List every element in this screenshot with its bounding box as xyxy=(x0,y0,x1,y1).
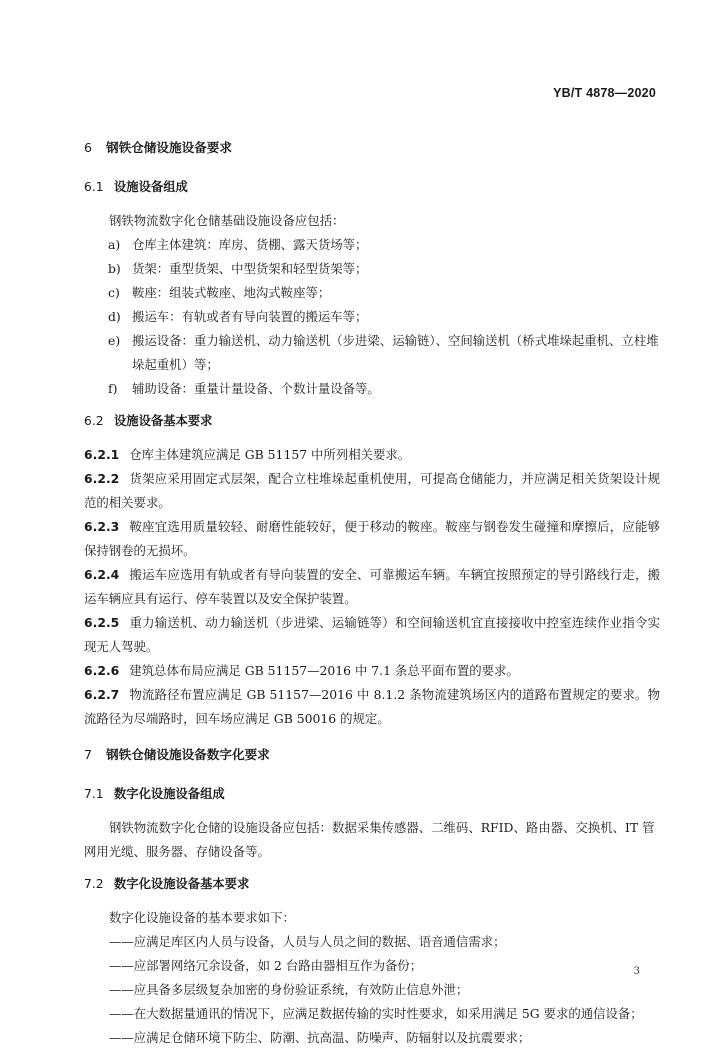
list-item: e) 搬运设备：重力输送机、动力输送机（步进梁、运输链）、空间输送机（桥式堆垛起重机、立柱堆垛起重机）等； xyxy=(108,333,659,372)
clause: 6.2.5 重力输送机、动力输送机（步进梁、运输链等）和空间输送机宜直接接收中控室连续作业指令实现无人驾驶。 xyxy=(84,615,660,654)
clause: 6.2.7 物流路径布置应满足 GB 51157—2016 中 8.1.2 条物流建筑场区内的道路布置规定的要求。物流路径为尽端路时，回车场应满足 GB 50016 的规定。 xyxy=(84,687,660,726)
section-7-2-intro: 数字化设施设备的基本要求如下： xyxy=(109,910,295,925)
clause: 6.2.2 货架应采用固定式层架，配合立柱堆垛起重机使用，可提高仓储能力，并应满足相关货架设计规范的相关要求。 xyxy=(84,471,660,510)
list-item: d) 搬运车：有轨或者有导向装置的搬运车等； xyxy=(108,309,368,324)
list-item: ——应具备多层级复杂加密的身份验证系统，有效防止信息外泄； xyxy=(109,982,469,997)
standard-code: YB/T 4878—2020 xyxy=(553,86,656,100)
section-7-2-heading: 7.2 数字化设施设备基本要求 xyxy=(84,877,250,891)
section-6-1-intro: 钢铁物流数字化仓储基础设施设备应包括： xyxy=(109,213,345,228)
list-item: f) 辅助设备：重量计量设备、个数计量设备等。 xyxy=(108,381,380,396)
section-6-2-heading: 6.2 设施设备基本要求 xyxy=(84,414,213,428)
section-6-heading: 6 钢铁仓储设施设备要求 xyxy=(84,140,232,155)
section-6-1-heading: 6.1 设施设备组成 xyxy=(84,180,188,194)
list-6-1 xyxy=(84,233,660,401)
dash-list-7-2 xyxy=(84,930,660,1050)
clause: 6.2.4 搬运车应选用有轨或者有导向装置的安全、可靠搬运车辆。车辆宜按照预定的导引路线行走，搬运车辆应具有运行、停车装置以及安全保护装置。 xyxy=(84,567,660,606)
list-item: ——应部署网络冗余设备，如 2 台路由器相互作为备份； xyxy=(109,958,423,973)
list-item: ——应满足仓储环境下防尘、防潮、抗高温、防噪声、防辐射以及抗震要求； xyxy=(109,1030,531,1045)
clauses-6-2 xyxy=(84,443,660,731)
list-item: ——在大数据量通讯的情况下，应满足数据传输的实时性要求，如采用满足 5G 要求的通信设备； xyxy=(109,1006,643,1021)
clause: 6.2.1 仓库主体建筑应满足 GB 51157 中所列相关要求。 xyxy=(84,447,411,462)
section-7-1-heading: 7.1 数字化设施设备组成 xyxy=(84,787,225,801)
page-number: 3 xyxy=(633,966,640,977)
list-item: a) 仓库主体建筑：库房、货棚、露天货场等； xyxy=(108,237,368,252)
clause: 6.2.3 鞍座宜选用质量较轻、耐磨性能较好，便于移动的鞍座。鞍座与钢卷发生碰撞和摩擦后，应能够保持钢卷的无损坏。 xyxy=(84,519,660,558)
list-item: b) 货架：重型货架、中型货架和轻型货架等； xyxy=(108,261,368,276)
section-7-1-text: 钢铁物流数字化仓储的设施设备应包括：数据采集传感器、二维码、RFID、路由器、交换机、IT 管网用光缆、服务器、存储设备等。 xyxy=(84,820,655,859)
section-7-heading: 7 钢铁仓储设施设备数字化要求 xyxy=(84,747,270,762)
clause: 6.2.6 建筑总体布局应满足 GB 51157—2016 中 7.1 条总平面布置的要求。 xyxy=(84,663,519,678)
list-item: ——应满足库区内人员与设备，人员与人员之间的数据、语音通信需求； xyxy=(109,934,506,949)
document-body xyxy=(84,140,660,1050)
list-item: c) 鞍座：组装式鞍座、地沟式鞍座等； xyxy=(108,285,331,300)
